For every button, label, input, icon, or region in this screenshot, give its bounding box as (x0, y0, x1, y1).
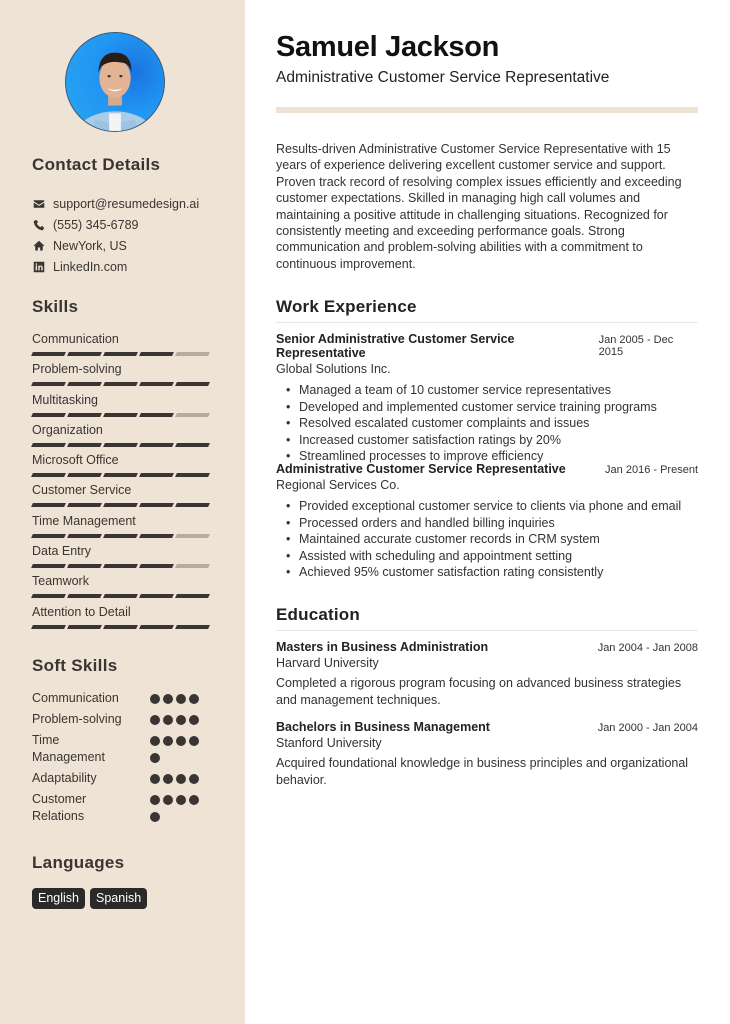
job-role: Senior Administrative Customer Service Representative (276, 332, 515, 360)
skill-rating-bar (32, 564, 214, 568)
skills-list (32, 331, 214, 634)
language-badge: Spanish (90, 888, 147, 909)
soft-skill-label: Adaptability (32, 771, 97, 785)
contact-phone-text: (555) 345-6789 (53, 217, 139, 232)
job-bullet: • Assisted with scheduling and appointment setting (299, 548, 698, 565)
soft-skill-label: Time Management (32, 733, 105, 764)
job-bullet: • Managed a team of 10 customer service representatives (299, 382, 698, 399)
soft-skill-item (32, 791, 214, 829)
soft-skill-label: Customer Relations (32, 792, 87, 823)
education-date: Jan 2004 - Jan 2008 (597, 642, 698, 654)
job-company: Global Solutions Inc. (276, 362, 391, 376)
degree-name: Masters in Business Administration (276, 640, 489, 654)
avatar (65, 32, 165, 132)
skill-item (32, 422, 214, 452)
skill-rating-bar (32, 534, 214, 538)
soft-skill-item (32, 711, 214, 732)
header-divider (276, 107, 698, 113)
education-entry (276, 640, 698, 708)
skill-rating-bar (32, 625, 214, 629)
languages-list (32, 888, 147, 909)
skill-label: Teamwork (32, 574, 89, 589)
degree-name: Bachelors in Business Management (276, 720, 490, 734)
soft-skill-dots (150, 791, 210, 822)
job-bullet: • Resolved escalated customer complaints and issues (299, 415, 698, 432)
skill-label: Organization (32, 422, 103, 437)
job-bullets (276, 382, 698, 465)
skill-item (32, 392, 214, 422)
soft-skill-dots (150, 770, 210, 784)
soft-skill-dots (150, 690, 210, 704)
education-description: Acquired foundational knowledge in business principles and organizational behavior. (276, 756, 689, 787)
contact-heading: Contact Details (32, 155, 161, 174)
skill-rating-bar (32, 503, 214, 507)
contact-linkedin[interactable] (32, 256, 222, 277)
skill-label: Problem-solving (32, 362, 122, 377)
work-entry (276, 462, 698, 581)
soft-skill-item (32, 732, 214, 770)
skill-item (32, 573, 214, 603)
soft-skill-dots (150, 732, 210, 763)
work-heading: Work Experience (276, 297, 417, 316)
avatar-photo-icon (66, 33, 164, 131)
soft-skills-list (32, 690, 214, 829)
skill-label: Time Management (32, 513, 136, 528)
contact-phone[interactable] (32, 214, 222, 235)
skill-rating-bar (32, 443, 214, 447)
skill-rating-bar (32, 594, 214, 598)
skill-label: Attention to Detail (32, 604, 131, 619)
skill-item (32, 361, 214, 391)
work-entry (276, 332, 698, 465)
job-bullet: • Maintained accurate customer records in CRM system (299, 531, 698, 548)
languages-heading: Languages (32, 853, 125, 872)
skill-rating-bar (32, 352, 214, 356)
education-description: Completed a rigorous program focusing on advanced business strategies and management techniques. (276, 676, 682, 707)
soft-skills-heading: Soft Skills (32, 656, 118, 675)
contact-linkedin-text: LinkedIn.com (53, 259, 128, 274)
school-name: Harvard University (276, 656, 379, 670)
skill-label: Microsoft Office (32, 453, 119, 468)
contact-location-text: NewYork, US (53, 238, 127, 253)
contact-location (32, 235, 222, 256)
job-bullet: • Provided exceptional customer service to clients via phone and email (299, 498, 698, 515)
job-bullet: • Streamlined processes to improve efficiency (299, 448, 698, 465)
soft-skill-item (32, 770, 214, 791)
skill-label: Customer Service (32, 483, 132, 498)
job-bullet: • Achieved 95% customer satisfaction rating consistently (299, 564, 698, 581)
phone-icon (32, 218, 45, 231)
job-company: Regional Services Co. (276, 478, 400, 492)
soft-skill-item (32, 690, 214, 711)
linkedin-icon (32, 260, 45, 273)
language-badge: English (32, 888, 85, 909)
skill-item (32, 452, 214, 482)
skill-rating-bar (32, 473, 214, 477)
skill-item (32, 604, 214, 634)
contact-list (32, 193, 222, 277)
skill-rating-bar (32, 413, 214, 417)
school-name: Stanford University (276, 736, 382, 750)
contact-email-text: support@resumedesign.ai (53, 196, 200, 211)
education-entry (276, 720, 698, 788)
skill-item (32, 482, 214, 512)
job-bullet: • Processed orders and handled billing inquiries (299, 515, 698, 532)
summary-text: Results-driven Administrative Customer Service Representative with 15 years of experience delivering excellent customer service and support. Proven track record of resolving complex issues efficiently and exceeding customer expectations. Skilled in managing high call volumes and maintaining a positive attitude in challenging situations. Recognized for consistently meeting and exceeding performance goals. Strong communication and problem-solving abilities with a commitment to continuous improvement. (276, 142, 682, 271)
skill-item (32, 513, 214, 543)
soft-skill-label: Communication (32, 691, 119, 705)
soft-skill-dots (150, 711, 210, 725)
contact-email[interactable] (32, 193, 222, 214)
education-date: Jan 2000 - Jan 2004 (597, 722, 698, 734)
work-divider (276, 322, 698, 323)
skill-item (32, 543, 214, 573)
home-icon (32, 239, 45, 252)
candidate-name: Samuel Jackson (276, 31, 500, 63)
education-heading: Education (276, 605, 360, 624)
education-divider (276, 630, 698, 631)
candidate-title: Administrative Customer Service Representative (276, 69, 610, 86)
skill-label: Communication (32, 332, 119, 346)
job-role: Administrative Customer Service Representative (276, 462, 566, 476)
skill-label: Multitasking (32, 392, 98, 407)
job-bullet: • Increased customer satisfaction ratings by 20% (299, 432, 698, 449)
job-bullet: • Developed and implemented customer service training programs (299, 399, 698, 416)
envelope-icon (32, 197, 45, 210)
job-date: Jan 2016 - Present (605, 464, 698, 476)
soft-skill-label: Problem-solving (32, 712, 122, 726)
job-bullets (276, 498, 698, 581)
skills-heading: Skills (32, 297, 79, 316)
skill-item (32, 331, 214, 361)
skill-label: Data Entry (32, 544, 92, 559)
job-date: Jan 2005 - Dec 2015 (598, 334, 674, 358)
skill-rating-bar (32, 382, 214, 386)
